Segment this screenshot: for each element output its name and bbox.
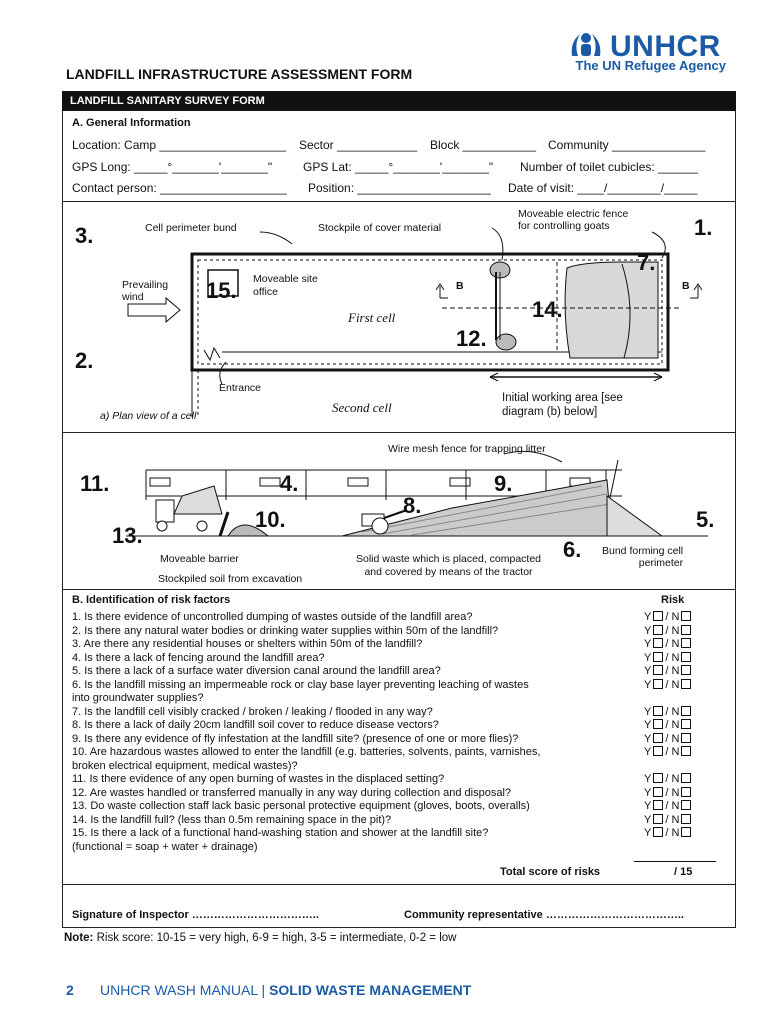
community-rep-field[interactable]: Community representative ………………………………..: [404, 909, 684, 921]
risk-question: (functional = soap + water + drainage): [72, 840, 258, 853]
risk-divider: [62, 589, 736, 590]
risk-answer-row: [644, 652, 724, 666]
risk-question: 10. Are hazardous wastes allowed to enter the landfill (e.g. batteries, solvents, paints, varnishes,: [72, 746, 541, 758]
yes-checkbox[interactable]: [653, 719, 663, 729]
label-solid-waste: Solid waste which is placed, compacted and covered by means of the tractor: [356, 553, 542, 578]
note-label: Note:: [64, 932, 94, 944]
callout-14: 14.: [532, 297, 563, 322]
note-text: Risk score: 10-15 = very high, 6-9 = high, 3-5 = intermediate, 0-2 = low: [93, 932, 457, 944]
label-prevailing-wind: Prevailing wind: [122, 279, 169, 303]
signature-divider: [62, 884, 736, 885]
no-label: / N: [665, 624, 680, 637]
risk-question: 14. Is the landfill full? (less than 0.5m remaining space in the pit)?: [72, 813, 392, 826]
general-heading: A. General Information: [72, 117, 191, 129]
yes-label: Y: [644, 651, 652, 664]
risk-score-note: [64, 932, 456, 944]
no-checkbox[interactable]: [681, 706, 691, 716]
refugee-emblem-icon: [566, 28, 606, 60]
no-label: / N: [665, 827, 680, 839]
yes-checkbox[interactable]: [653, 814, 663, 824]
risk-answer-row: [644, 841, 724, 855]
total-score-value[interactable]: / 15: [674, 866, 693, 878]
no-label: / N: [665, 678, 680, 691]
yes-label: Y: [644, 611, 652, 623]
yes-label: Y: [644, 678, 652, 691]
label-stockpile: Stockpile of cover material: [318, 222, 442, 234]
no-label: / N: [665, 732, 680, 745]
callout-6: 6.: [563, 537, 582, 562]
risk-answer-row: [644, 814, 724, 828]
no-checkbox[interactable]: [681, 773, 691, 783]
yes-checkbox[interactable]: [653, 625, 663, 635]
location-camp-field[interactable]: Location: Camp ___________________: [72, 138, 287, 152]
yes-checkbox[interactable]: [653, 773, 663, 783]
label-b-right: B: [682, 280, 690, 292]
label-plan-view: a) Plan view of a cell: [100, 410, 197, 422]
no-checkbox[interactable]: [681, 719, 691, 729]
no-checkbox[interactable]: [681, 814, 691, 824]
no-checkbox[interactable]: [681, 625, 691, 635]
label-bund: Bund forming cell perimeter: [602, 545, 684, 569]
yes-label: Y: [644, 786, 652, 799]
no-checkbox[interactable]: [681, 611, 691, 621]
toilet-cubicles-field[interactable]: Number of toilet cubicles: ______: [520, 160, 699, 174]
risk-answer-row: [644, 706, 724, 720]
yes-label: Y: [644, 624, 652, 637]
risk-question: 6. Is the landfill missing an impermeable rock or clay base layer preventing leaching of wastes: [72, 678, 529, 691]
callout-5: 5.: [696, 507, 715, 532]
label-electric-fence: Moveable electric fence for controlling goats: [518, 208, 629, 232]
no-label: / N: [665, 651, 680, 664]
footer-title: [100, 982, 471, 998]
yes-checkbox[interactable]: [653, 800, 663, 810]
no-checkbox[interactable]: [681, 787, 691, 797]
yes-checkbox[interactable]: [653, 746, 663, 756]
risk-answer-row: [644, 625, 724, 639]
callout-8: 8.: [403, 493, 422, 518]
unhcr-logo: [566, 28, 726, 72]
yes-label: Y: [644, 705, 652, 718]
no-checkbox[interactable]: [681, 638, 691, 648]
yes-checkbox[interactable]: [653, 733, 663, 743]
yes-label: Y: [644, 773, 652, 785]
position-field[interactable]: Position: ____________________: [308, 181, 491, 195]
risk-question: 9. Is there any evidence of fly infestation at the landfill site? (presence of one or more flies)?: [72, 732, 519, 745]
risk-question: into groundwater supplies?: [72, 692, 204, 704]
no-checkbox[interactable]: [681, 827, 691, 837]
callout-2: 2.: [75, 348, 94, 373]
risk-question: 8. Is there a lack of daily 20cm landfill soil cover to reduce disease vectors?: [72, 719, 439, 731]
no-label: / N: [665, 705, 680, 718]
footer-manual: UNHCR WASH MANUAL |: [100, 982, 270, 998]
no-label: / N: [665, 638, 680, 650]
callout-11: 11.: [80, 471, 110, 496]
no-checkbox[interactable]: [681, 679, 691, 689]
yes-checkbox[interactable]: [653, 787, 663, 797]
yes-checkbox[interactable]: [653, 638, 663, 648]
logo-tagline: The UN Refugee Agency: [575, 58, 726, 73]
risk-question: 2. Is there any natural water bodies or drinking water supplies within 50m of the landfill?: [72, 624, 499, 637]
no-checkbox[interactable]: [681, 733, 691, 743]
risk-question: 4. Is there a lack of fencing around the landfill area?: [72, 651, 325, 664]
inspector-signature-field[interactable]: Signature of Inspector ……………………………..: [72, 909, 319, 921]
callout-15: 15.: [206, 278, 237, 303]
block-field[interactable]: Block ___________: [430, 138, 537, 152]
risk-question: 12. Are wastes handled or transferred manually in any way during collection and disposal?: [72, 786, 512, 799]
total-rule: [634, 861, 716, 862]
callout-9: 9.: [494, 471, 513, 496]
yes-label: Y: [644, 638, 652, 650]
label-cell-perimeter: Cell perimeter bund: [145, 222, 237, 234]
footer-section: SOLID WASTE MANAGEMENT: [269, 982, 472, 998]
no-checkbox[interactable]: [681, 800, 691, 810]
callout-13: 13.: [112, 523, 143, 548]
yes-label: Y: [644, 813, 652, 826]
label-moveable-barrier: Moveable barrier: [160, 553, 239, 565]
label-wire-mesh: Wire mesh fence for trapping litter: [388, 443, 546, 455]
yes-label: Y: [644, 665, 652, 677]
yes-label: Y: [644, 746, 652, 758]
risk-answer-row: [644, 692, 724, 706]
yes-label: Y: [644, 827, 652, 839]
risk-question: 7. Is the landfill cell visibly cracked / broken / leaking / flooded in any way?: [72, 705, 433, 718]
label-site-office: Moveable site office: [253, 273, 318, 298]
risk-answer-row: [644, 827, 724, 841]
risk-answer-row: [644, 665, 724, 679]
yes-checkbox[interactable]: [653, 679, 663, 689]
callout-1: 1.: [694, 215, 713, 240]
risk-answer-row: [644, 733, 724, 747]
risk-answer-row: [644, 800, 724, 814]
label-b-left: B: [456, 280, 464, 292]
no-checkbox[interactable]: [681, 665, 691, 675]
form-title: LANDFILL INFRASTRUCTURE ASSESSMENT FORM: [66, 66, 413, 82]
risk-answer-row: [644, 679, 724, 693]
risk-question: 1. Is there evidence of uncontrolled dumping of wastes outside of the landfill area?: [72, 611, 473, 623]
label-second-cell: Second cell: [332, 400, 392, 415]
label-working-area: Initial working area [see diagram (b) below]: [502, 392, 623, 418]
no-label: / N: [665, 786, 680, 799]
risk-question: 5. Is there a lack of a surface water diversion canal around the landfill area?: [72, 665, 441, 677]
no-label: / N: [665, 813, 680, 826]
yes-checkbox[interactable]: [653, 665, 663, 675]
yes-checkbox[interactable]: [653, 652, 663, 662]
callout-4: 4.: [280, 471, 299, 496]
risk-heading: B. Identification of risk factors: [72, 594, 231, 606]
risk-question: 15. Is there a lack of a functional hand-washing station and shower at the landfill site?: [72, 827, 489, 839]
no-label: / N: [665, 746, 680, 758]
no-label: / N: [665, 773, 680, 785]
no-checkbox[interactable]: [681, 652, 691, 662]
risk-answer-row: [644, 760, 724, 774]
risk-question-list: [72, 611, 632, 854]
survey-header: LANDFILL SANITARY SURVEY FORM: [62, 91, 736, 111]
gps-long-field[interactable]: GPS Long: _____°_______'_______": [72, 160, 273, 174]
total-score-label: Total score of risks: [500, 866, 601, 878]
yes-checkbox[interactable]: [653, 827, 663, 837]
callout-7: 7.: [637, 250, 656, 275]
page-number: 2: [66, 982, 74, 998]
plan-view-diagram: [62, 202, 736, 442]
contact-person-field[interactable]: Contact person: ___________________: [72, 181, 287, 195]
risk-question: 3. Are there any residential houses or shelters within 50m of the landfill?: [72, 638, 423, 650]
risk-answer-row: [644, 719, 724, 733]
date-of-visit-field[interactable]: Date of visit: ____/________/_____: [508, 181, 698, 195]
risk-answer-row: [644, 638, 724, 652]
no-label: / N: [665, 665, 680, 677]
logo-wordmark: UNHCR: [610, 30, 721, 63]
risk-answer-row: [644, 746, 724, 760]
no-label: / N: [665, 719, 680, 731]
callout-12: 12.: [456, 326, 487, 351]
no-label: / N: [665, 611, 680, 623]
risk-question: 11. Is there evidence of any open burning of wastes in the displaced setting?: [72, 773, 445, 785]
gps-lat-field[interactable]: GPS Lat: _____°_______'_______": [303, 160, 494, 174]
yes-checkbox[interactable]: [653, 611, 663, 621]
no-checkbox[interactable]: [681, 746, 691, 756]
yes-checkbox[interactable]: [653, 706, 663, 716]
label-entrance: Entrance: [219, 382, 262, 394]
diagram-divider: [62, 432, 736, 433]
sector-field[interactable]: Sector ____________: [299, 138, 418, 152]
risk-question: 13. Do waste collection staff lack basic personal protective equipment (gloves, boots, overalls): [72, 800, 530, 812]
yes-label: Y: [644, 800, 652, 812]
callout-3: 3.: [75, 223, 94, 248]
yes-label: Y: [644, 719, 652, 731]
yes-label: Y: [644, 732, 652, 745]
callout-10: 10.: [255, 507, 286, 532]
label-first-cell: First cell: [348, 310, 396, 325]
risk-column-header: Risk: [661, 594, 685, 606]
risk-answer-row: [644, 773, 724, 787]
label-stockpiled-soil: Stockpiled soil from excavation: [158, 573, 303, 585]
risk-question: broken electrical equipment, medical wastes)?: [72, 759, 298, 772]
community-field[interactable]: Community ______________: [548, 138, 706, 152]
risk-answer-row: [644, 611, 724, 625]
no-label: / N: [665, 800, 680, 812]
risk-answer-row: [644, 787, 724, 801]
risk-answer-list: [644, 611, 724, 854]
